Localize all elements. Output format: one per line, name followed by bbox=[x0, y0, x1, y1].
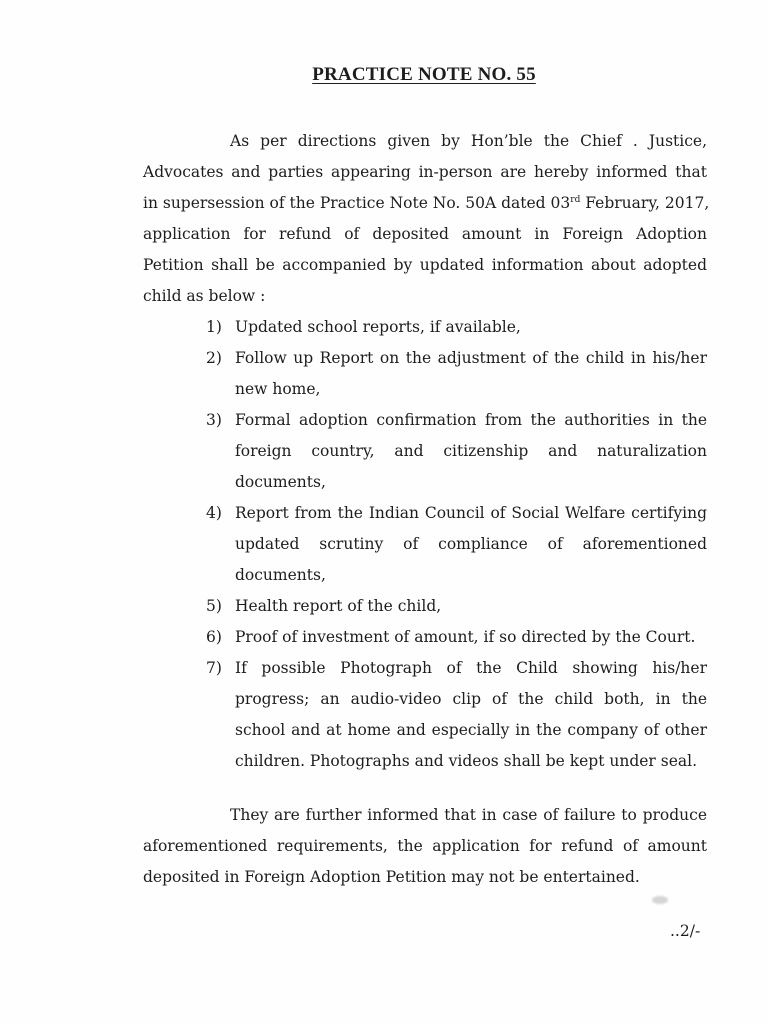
intro-line: application for refund of deposited amount in Foreign Adoption bbox=[143, 225, 707, 243]
scan-smudge bbox=[652, 896, 668, 904]
list-item bbox=[206, 498, 707, 591]
list-item bbox=[206, 312, 707, 343]
list-item-text: Health report of the child, bbox=[235, 597, 442, 615]
list-item-text: Proof of investment of amount, if so directed by the Court. bbox=[235, 628, 696, 646]
list-item-number: 4) bbox=[206, 504, 222, 522]
document-title: PRACTICE NOTE NO. 55 bbox=[312, 64, 536, 85]
intro-line: Petition shall be accompanied by updated information about adopted bbox=[143, 256, 707, 274]
intro-line bbox=[143, 188, 710, 219]
list-item-text: Formal adoption confirmation from the authorities in the bbox=[235, 411, 707, 429]
list-item-text: school and at home and especially in the company of other bbox=[235, 721, 707, 739]
intro-line: child as below : bbox=[143, 287, 266, 305]
list-item-text: progress; an audio-video clip of the child both, in the bbox=[235, 690, 707, 708]
list-item-number: 5) bbox=[206, 597, 222, 615]
list-item bbox=[206, 622, 707, 653]
list-item-text: If possible Photograph of the Child showing his/her bbox=[235, 659, 707, 677]
list-item-text: documents, bbox=[235, 473, 326, 491]
intro-line-head: in supersession of the Practice Note No. 50A dated 03 bbox=[143, 194, 571, 212]
list-item-text: Updated school reports, if available, bbox=[235, 318, 521, 336]
list-item bbox=[206, 405, 707, 498]
intro-line: Advocates and parties appearing in-person are hereby informed that bbox=[143, 163, 707, 181]
list-item-number: 3) bbox=[206, 411, 222, 429]
intro-paragraph bbox=[143, 126, 710, 312]
list-item-text: Follow up Report on the adjustment of the child in his/her bbox=[235, 349, 707, 367]
list-item-text: new home, bbox=[235, 380, 321, 398]
page-number: ..2/- bbox=[670, 922, 701, 940]
list-item-text: foreign country, and citizenship and naturalization bbox=[235, 442, 707, 460]
date-superscript: rd bbox=[570, 194, 581, 205]
list-item-text: Report from the Indian Council of Social Welfare certifying bbox=[235, 504, 707, 522]
closing-paragraph bbox=[143, 800, 707, 893]
list-item-text: children. Photographs and videos shall be kept under seal. bbox=[235, 752, 698, 770]
list-item bbox=[206, 591, 707, 622]
list-item-text: updated scrutiny of compliance of aforementioned bbox=[235, 535, 707, 553]
list-item bbox=[206, 343, 707, 405]
list-item-number: 7) bbox=[206, 659, 222, 677]
intro-line-tail: February, 2017, bbox=[580, 194, 710, 212]
list-item-number: 6) bbox=[206, 628, 222, 646]
intro-line: As per directions given by Hon’ble the Chief . Justice, bbox=[230, 132, 707, 150]
list-item bbox=[206, 653, 707, 777]
list-item-text: documents, bbox=[235, 566, 326, 584]
closing-line: They are further informed that in case of failure to produce bbox=[230, 806, 707, 824]
closing-line: aforementioned requirements, the application for refund of amount bbox=[143, 837, 707, 855]
closing-line: deposited in Foreign Adoption Petition may not be entertained. bbox=[143, 868, 640, 886]
requirements-list bbox=[206, 312, 707, 777]
list-item-number: 1) bbox=[206, 318, 222, 336]
list-item-number: 2) bbox=[206, 349, 222, 367]
